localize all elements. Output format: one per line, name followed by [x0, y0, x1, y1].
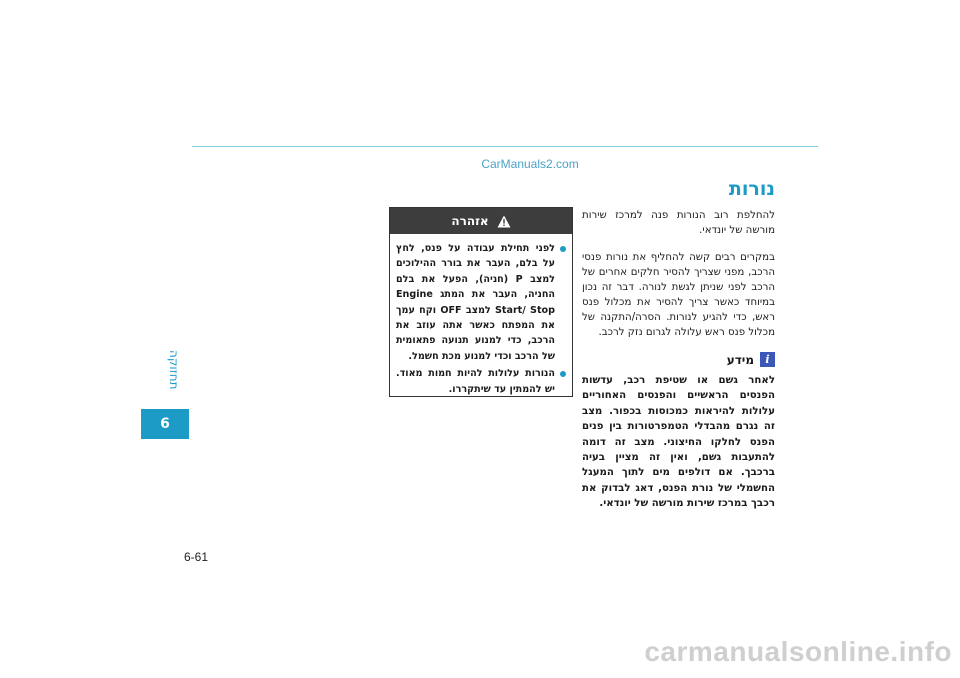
- warning-item-text: הנורות עלולות להיות חמות מאוד. יש להמתין עד שיתקררו.: [396, 368, 555, 395]
- bullet-icon: [560, 371, 566, 377]
- warning-header: [390, 208, 572, 234]
- main-column: [582, 178, 775, 512]
- info-note-header: [582, 352, 775, 367]
- section-label: תחזוקה: [167, 350, 181, 390]
- chapter-number: 6: [160, 416, 170, 432]
- warning-item-text: לפני תחילת עבודה על פנס, לחץ על בלם, העבר את בורר ההילוכים למצב P (חניה), הפעל את בלם החניה, העבר את המתג Engine Start/ Stop למצב OFF וקח עמך את המפתח כאשר אתה עוזב את הרכב, כדי למנוע תנועה פתאומית של הרכב וכדי למנוע מכת חשמל.: [396, 243, 555, 362]
- chapter-tab: [141, 409, 189, 439]
- info-note-body: לאחר גשם או שטיפת רכב, עדשות הפנסים הראשיים והפנסים האחוריים עלולות להיראות כמכוסות בכפור. מצב זה נגרם מהבדלי הטמפרטורות בין פנים הפנס לחלקו החיצוני. מצב זה דומה להתעבות גשם, ואין זה מציין בעיה ברכבך. אם דולפים מים לתוך המעגל החשמלי של נורת הפנס, דאג לבדוק את רכבך במרכז שירות מורשה של יונדאי.: [582, 375, 775, 510]
- header-rule: [192, 146, 818, 147]
- intro-paragraph: להחלפת רוב הנורות פנה למרכז שירות מורשה של יונדאי.: [582, 210, 775, 236]
- warning-box: [389, 207, 573, 397]
- bullet-icon: [560, 246, 566, 252]
- warning-item: [396, 241, 566, 364]
- detail-paragraph: במקרים רבים קשה להחליף את נורות פנסי הרכב, מפני שצריך להסיר חלקים אחרים של הרכב לפני שניתן לגשת לנורה. דבר זה נכון במיוחד כאשר צריך להסיר את מכלול פנס ראש, כדי להגיע לנורות. הסרה/התקנה של מכלול פנס ראש עלולה לגרום נזק לרכב.: [582, 252, 775, 338]
- footer-watermark: carmanualsonline.info: [644, 636, 952, 667]
- warning-list: [390, 234, 572, 397]
- header-watermark: CarManuals2.com: [481, 157, 579, 171]
- info-icon: i: [760, 352, 775, 367]
- warning-title: אזהרה: [451, 214, 489, 228]
- page-number: 6-61: [184, 550, 209, 564]
- page-title: נורות: [728, 178, 775, 200]
- warning-item: [396, 366, 566, 397]
- info-note-title: מידע: [726, 352, 754, 367]
- warning-triangle-icon: [497, 215, 511, 228]
